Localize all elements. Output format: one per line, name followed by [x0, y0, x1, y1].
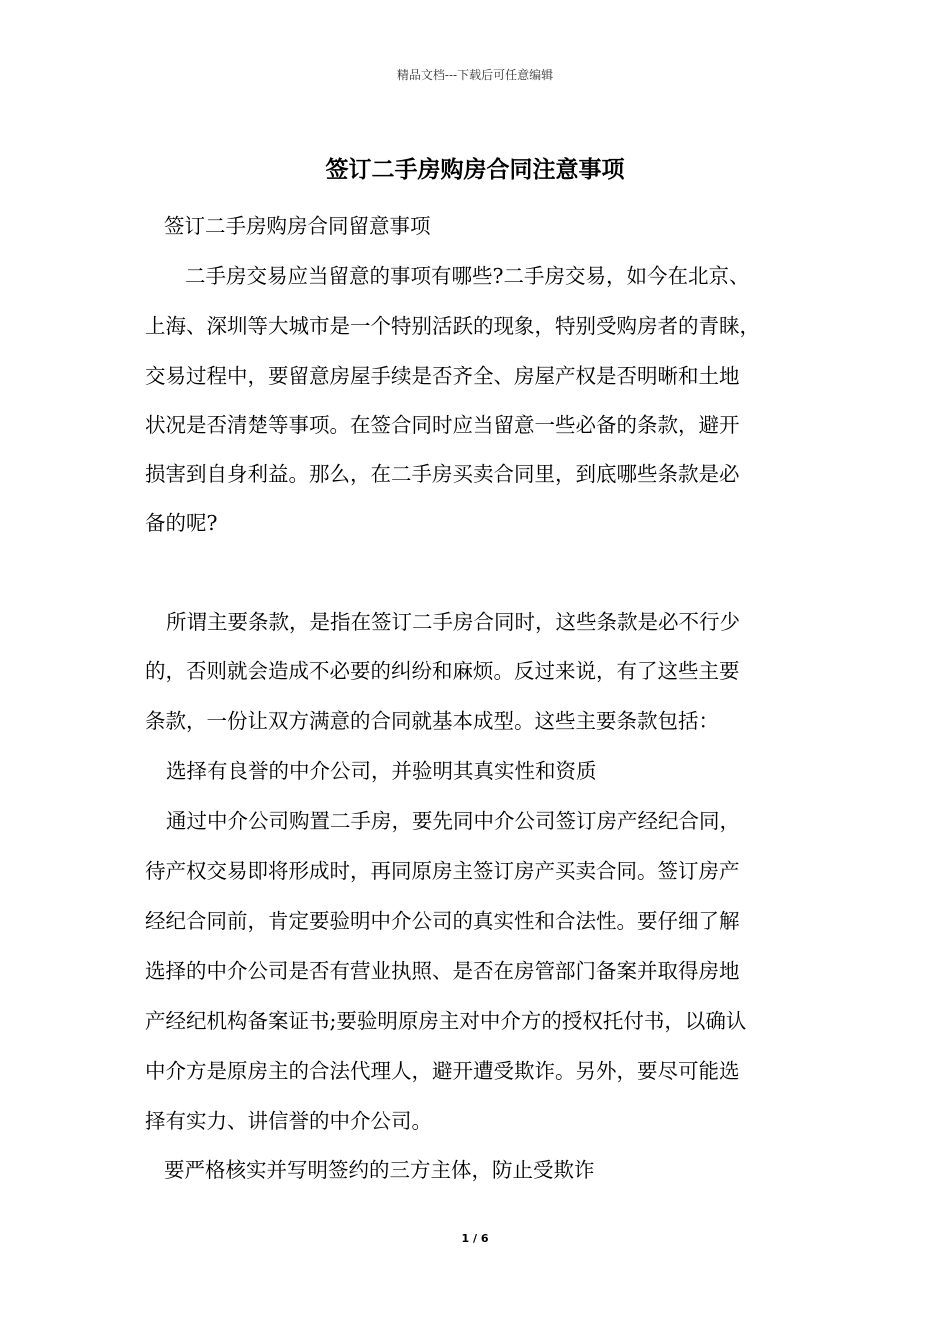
document-title: 签订二手房购房合同注意事项	[325, 157, 625, 183]
paragraph-line: 损害到自身利益。那么，在二手房买卖合同里，到底哪些条款是必	[145, 462, 740, 486]
paragraph-line: 交易过程中，要留意房屋手续是否齐全、房屋产权是否明晰和土地	[145, 364, 740, 388]
page-header: 精品文档---下载后可任意编辑	[396, 68, 554, 82]
paragraph-line: 上海、深圳等大城市是一个特别活跃的现象，特别受购房者的青睐，	[145, 314, 760, 338]
subtitle-line: 签订二手房购房合同留意事项	[164, 214, 431, 238]
section-heading: 要严格核实并写明签约的三方主体，防止受欺诈	[164, 1158, 595, 1182]
paragraph-line: 选择的中介公司是否有营业执照、是否在房管部门备案并取得房地	[145, 959, 740, 983]
paragraph-line: 状况是否清楚等事项。在签合同时应当留意一些必备的条款，避开	[145, 413, 740, 437]
paragraph-line: 的，否则就会造成不必要的纠纷和麻烦。反过来说，有了这些主要	[145, 659, 740, 683]
paragraph-line: 择有实力、讲信誉的中介公司。	[145, 1109, 432, 1133]
paragraph-line: 备的呢?	[145, 511, 218, 535]
paragraph-line: 待产权交易即将形成时，再同原房主签订房产买卖合同。签订房产	[145, 859, 740, 883]
paragraph-line: 经纪合同前，肯定要验明中介公司的真实性和合法性。要仔细了解	[145, 909, 740, 933]
paragraph-line: 条款，一份让双方满意的合同就基本成型。这些主要条款包括：	[145, 709, 719, 733]
paragraph-line: 所谓主要条款，是指在签订二手房合同时，这些条款是必不行少	[166, 610, 740, 634]
paragraph-line: 产经纪机构备案证书;要验明原房主对中介方的授权托付书，以确认	[145, 1009, 747, 1033]
paragraph-line: 二手房交易应当留意的事项有哪些?二手房交易，如今在北京、	[185, 264, 750, 288]
paragraph-line: 中介方是原房主的合法代理人，避开遭受欺诈。另外，要尽可能选	[145, 1059, 740, 1083]
paragraph-line: 通过中介公司购置二手房，要先同中介公司签订房产经纪合同，	[166, 809, 740, 833]
page-number: 1 / 6	[461, 1232, 489, 1245]
section-heading: 选择有良誉的中介公司，并验明其真实性和资质	[166, 759, 597, 783]
